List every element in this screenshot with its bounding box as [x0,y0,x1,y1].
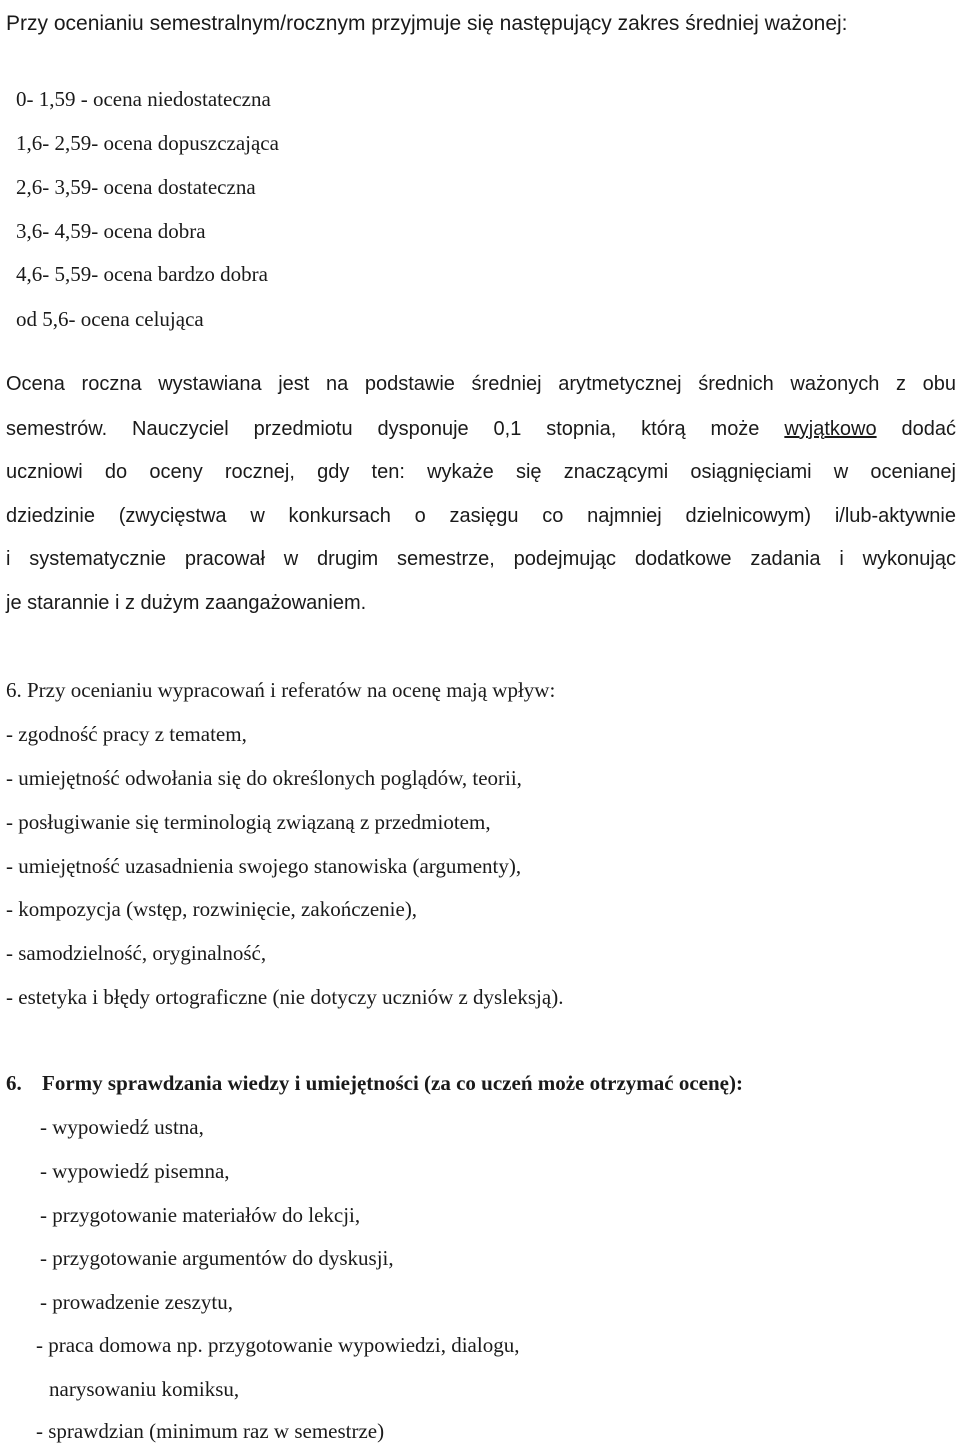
essays-criterion-item: - kompozycja (wstęp, rozwinięcie, zakończenie), [6,897,418,921]
grade-range-item: 3,6- 4,59- ocena dobra [16,219,206,243]
annual-line: i systematycznie pracował w drugim semestrze, podejmując dodatkowe zadania i wykonując [6,548,956,570]
essays-criterion-item: - umiejętność odwołania się do określonych poglądów, teorii, [6,766,522,790]
essays-criterion-item: - umiejętność uzasadnienia swojego stanowiska (argumenty), [6,854,522,878]
essays-criterion-item: - estetyka i błędy ortograficzne (nie dotyczy uczniów z dysleksją). [6,985,564,1009]
grade-range-item: od 5,6- ocena celująca [16,307,204,331]
grade-range-item: 2,6- 3,59- ocena dostateczna [16,175,256,199]
forms-item: - przygotowanie argumentów do dyskusji, [40,1246,394,1270]
forms-item: - praca domowa np. przygotowanie wypowiedzi, dialogu, [36,1333,520,1357]
annual-line-part: semestrów. Nauczyciel przedmiotu dysponuje 0,1 stopnia, którą może [6,418,760,440]
forms-item: - wypowiedź ustna, [40,1115,204,1139]
grade-range-item: 0- 1,59 - ocena niedostateczna [16,87,271,111]
forms-section-number: 6. [6,1071,22,1095]
grade-range-item: 4,6- 5,59- ocena bardzo dobra [16,262,268,286]
annual-line: dziedzinie (zwycięstwa w konkursach o zasięgu co najmniej dzielnicowym) i/lub-aktywnie [6,505,956,527]
essays-section-title: 6. Przy ocenianiu wypracowań i referatów na ocenę mają wpływ: [6,678,556,702]
forms-section-title: Formy sprawdzania wiedzy i umiejętności (za co uczeń może otrzymać ocenę): [42,1071,743,1095]
annual-line-part: dodać [901,418,957,440]
annual-line: Ocena roczna wystawiana jest na podstawie średniej arytmetycznej średnich ważonych z obu [6,373,956,395]
forms-item: - przygotowanie materiałów do lekcji, [40,1203,361,1227]
annual-line: je starannie i z dużym zaangażowaniem. [6,592,367,614]
essays-criterion-item: - samodzielność, oryginalność, [6,941,267,965]
annual-line: uczniowi do oceny rocznej, gdy ten: wykaże się znaczącymi osiągnięciami w ocenianej [6,461,956,483]
underlined-word: wyjątkowo [784,418,877,440]
forms-item: - wypowiedź pisemna, [40,1159,230,1183]
essays-criterion-item: - posługiwanie się terminologią związaną z przedmiotem, [6,810,491,834]
forms-item: - prowadzenie zeszytu, [40,1290,233,1314]
essays-criterion-item: - zgodność pracy z tematem, [6,722,247,746]
forms-item-continuation: narysowaniu komiksu, [49,1377,240,1401]
intro-text: Przy ocenianiu semestralnym/rocznym przyjmuje się następujący zakres średniej ważonej: [6,12,848,35]
forms-item: - sprawdzian (minimum raz w semestrze) [36,1419,385,1443]
annual-line [6,419,956,439]
grade-range-item: 1,6- 2,59- ocena dopuszczająca [16,131,279,155]
